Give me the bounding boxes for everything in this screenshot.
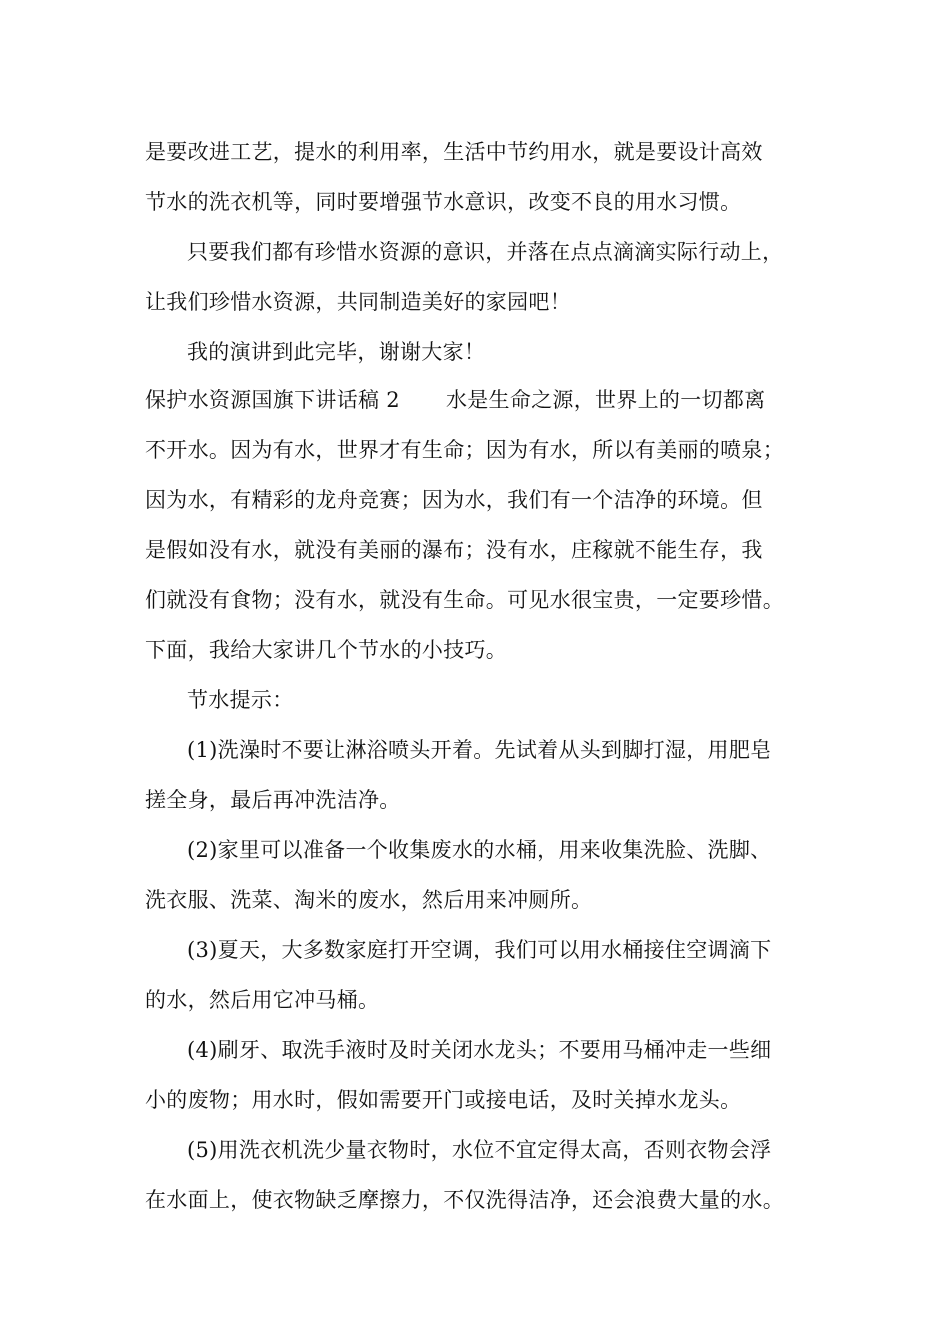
paragraph-line: 是假如没有水，就没有美丽的瀑布；没有水，庄稼就不能生存，我 <box>145 538 763 562</box>
paragraph-line: 只要我们都有珍惜水资源的意识，并落在点点滴滴实际行动上， <box>187 240 784 264</box>
paragraph-line: 是要改进工艺，提水的利用率，生活中节约用水，就是要设计高效 <box>145 140 763 164</box>
paragraph-line: 洗衣服、洗菜、淘米的废水，然后用来冲厕所。 <box>145 888 593 912</box>
paragraph-line: 搓全身，最后再冲洗洁净。 <box>145 788 401 812</box>
paragraph-line: 不开水。因为有水，世界才有生命；因为有水，所以有美丽的喷泉； <box>145 438 784 462</box>
paragraph-line: 水是生命之源，世界上的一切都离 <box>445 388 766 412</box>
paragraph-line: 在水面上，使衣物缺乏摩擦力，不仅洗得洁净，还会浪费大量的水。 <box>145 1188 784 1212</box>
section-heading: 保护水资源国旗下讲话稿 2 <box>145 388 400 412</box>
paragraph-line: (4)刷牙、取洗手液时及时关闭水龙头；不要用马桶冲走一些细 <box>187 1038 772 1062</box>
paragraph-line: 节水提示： <box>187 688 294 712</box>
paragraph-line: 小的废物；用水时，假如需要开门或接电话，及时关掉水龙头。 <box>145 1088 742 1112</box>
paragraph-line: 因为水，有精彩的龙舟竞赛；因为水，我们有一个洁净的环境。但 <box>145 488 763 512</box>
paragraph-line: 我的演讲到此完毕，谢谢大家！ <box>187 340 486 364</box>
paragraph-line: (1)洗澡时不要让淋浴喷头开着。先试着从头到脚打湿，用肥皂 <box>187 738 772 762</box>
paragraph-line: 让我们珍惜水资源，共同制造美好的家园吧！ <box>145 290 571 314</box>
paragraph-line: 节水的洗衣机等，同时要增强节水意识，改变不良的用水习惯。 <box>145 190 742 214</box>
paragraph-line: (2)家里可以准备一个收集废水的水桶，用来收集洗脸、洗脚、 <box>187 838 772 862</box>
heading-line <box>145 385 825 415</box>
paragraph-line: 们就没有食物；没有水，就没有生命。可见水很宝贵，一定要珍惜。 <box>145 588 784 612</box>
paragraph-line: (3)夏天，大多数家庭打开空调，我们可以用水桶接住空调滴下 <box>187 938 772 962</box>
paragraph-line: (5)用洗衣机洗少量衣物时，水位不宜定得太高，否则衣物会浮 <box>187 1138 772 1162</box>
paragraph-line: 下面，我给大家讲几个节水的小技巧。 <box>145 638 508 662</box>
paragraph-line: 的水，然后用它冲马桶。 <box>145 988 380 1012</box>
